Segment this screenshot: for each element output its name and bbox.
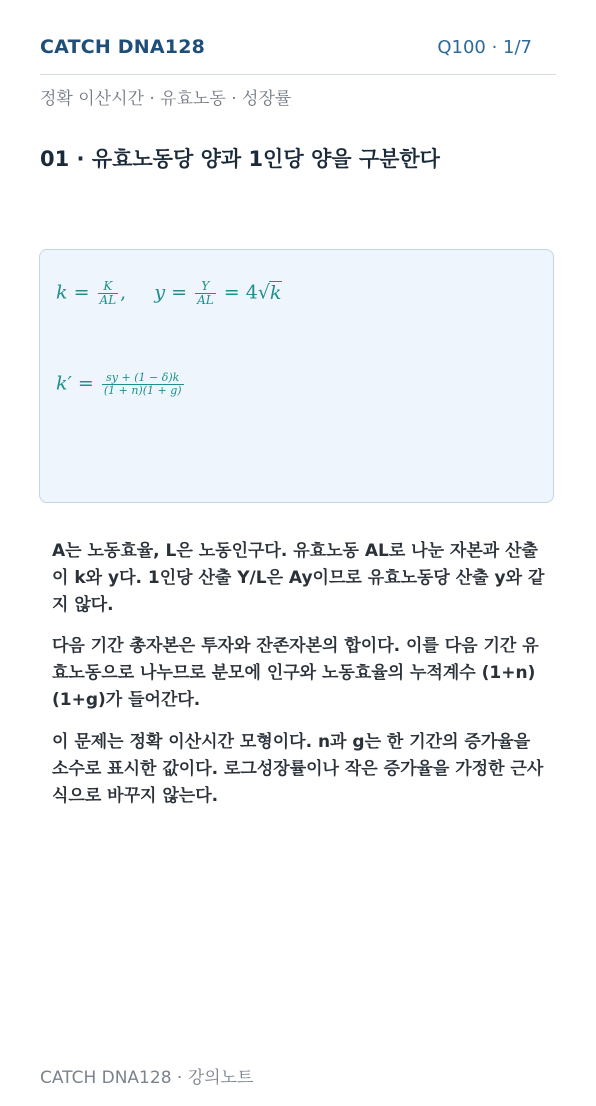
formula-box	[39, 249, 554, 503]
formula-fraction	[98, 280, 119, 307]
formula-symbol: y	[154, 281, 166, 304]
fraction-numerator: K	[98, 280, 119, 294]
breadcrumb: 정확 이산시간 · 유효노동 · 성장률	[40, 89, 292, 109]
explanation-paragraph: 다음 기간 총자본은 투자와 잔존자본의 합이다. 이를 다음 기간 유효노동으로 나누므로 분모에 인구와 노동효율의 누적계수 (1+n)(1+g)가 들어간다.	[52, 636, 539, 710]
question-counter: Q100 · 1/7	[437, 37, 532, 58]
fraction-denominator: AL	[197, 293, 214, 308]
fraction-denominator: (1 + n)(1 + g)	[103, 384, 182, 398]
formula-operator: =	[171, 281, 188, 304]
explanation-paragraph: A는 노동효율, L은 노동인구다. 유효노동 AL로 나눈 자본과 산출이 k와 y다. 1인당 산출 Y/L은 Ay이므로 유효노동당 산출 y와 같지 않다.	[52, 541, 545, 615]
fraction-denominator: AL	[99, 293, 117, 308]
header-bar	[40, 36, 556, 75]
footer-caption: CATCH DNA128 · 강의노트	[40, 1068, 254, 1088]
formula-operator: =	[73, 281, 90, 304]
formula-capital-accumulation	[56, 372, 186, 397]
formula-fraction	[102, 372, 184, 397]
sqrt-argument: k	[269, 281, 282, 304]
formula-k-y-definition	[56, 280, 282, 307]
formula-coefficient: = 4	[223, 281, 258, 304]
explanation-paragraph: 이 문제는 정확 이산시간 모형이다. n과 g는 한 기간의 증가율을 소수로 표시한 값이다. 로그성장률이나 작은 증가율을 가정한 근사식으로 바꾸지 않는다.	[52, 732, 544, 806]
formula-separator: ,	[120, 281, 127, 304]
sqrt-radical-icon: √	[257, 281, 270, 304]
fraction-numerator: sy + (1 − δ)k	[102, 372, 184, 385]
fraction-numerator: Y	[195, 280, 216, 294]
brand-title: CATCH DNA128	[40, 36, 206, 58]
page-title: 01 · 유효노동당 양과 1인당 양을 구분한다	[40, 147, 440, 171]
formula-symbol: k	[56, 281, 68, 304]
formula-fraction	[195, 280, 216, 307]
formula-lhs: k′ =	[56, 372, 94, 395]
